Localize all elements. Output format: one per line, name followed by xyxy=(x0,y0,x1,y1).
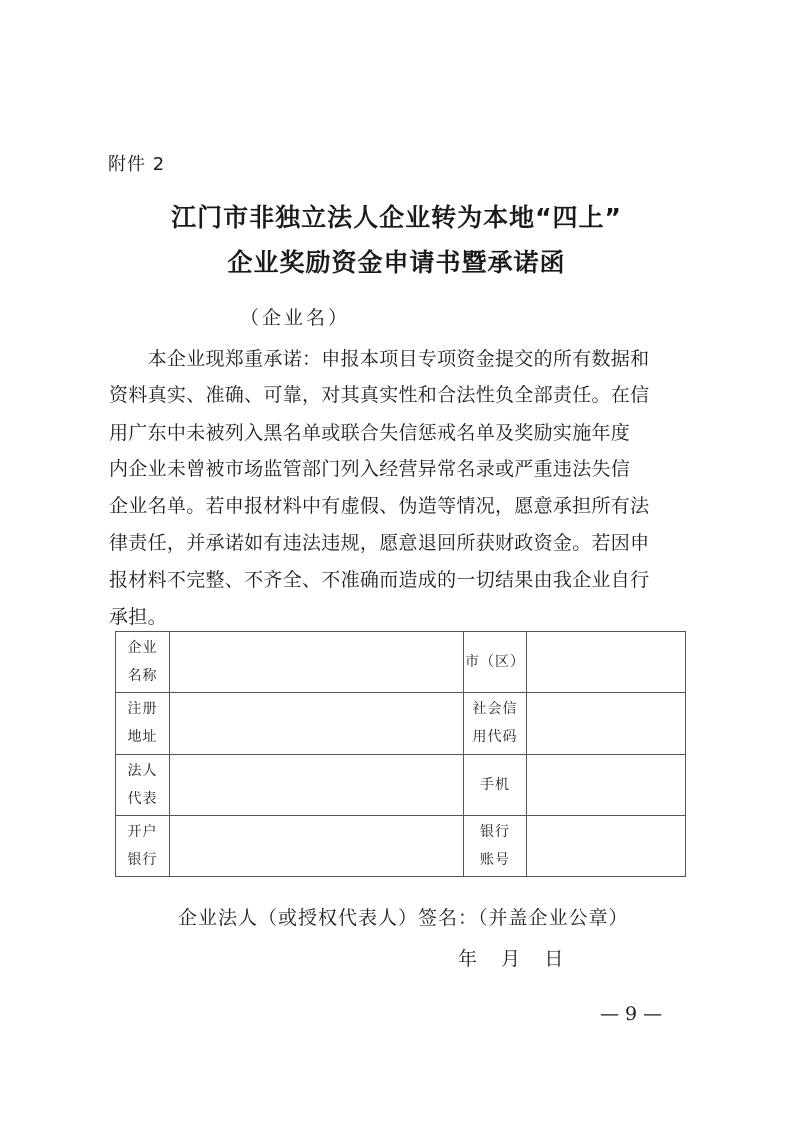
enterprise-name-field[interactable] xyxy=(170,632,464,693)
table-row xyxy=(116,693,686,754)
bank-account-label: 银行 账号 xyxy=(464,815,527,876)
page-number: — 9 — xyxy=(600,1003,663,1025)
city-district-field[interactable] xyxy=(527,632,686,693)
table-row xyxy=(116,632,686,693)
table-row xyxy=(116,815,686,876)
signature-line: 企业法人（或授权代表人）签名：（并盖企业公章） xyxy=(178,907,629,929)
commitment-line: 报材料不完整、不齐全、不准确而造成的一切结果由我企业自行 xyxy=(109,569,650,591)
registered-address-label: 注册 地址 xyxy=(116,693,170,754)
bank-account-field[interactable] xyxy=(527,815,686,876)
bank-field[interactable] xyxy=(170,815,464,876)
date-line: 年 月 日 xyxy=(458,948,564,970)
legal-representative-label: 法人 代表 xyxy=(116,754,170,815)
mobile-label: 手机 xyxy=(464,754,527,815)
table-row xyxy=(116,754,686,815)
document-title-line-1: 江门市非独立法人企业转为本地“四上” xyxy=(171,203,622,232)
commitment-line: 企业名单。若申报材料中有虚假、伪造等情况，愿意承担所有法 xyxy=(109,495,650,517)
mobile-field[interactable] xyxy=(527,754,686,815)
registered-address-field[interactable] xyxy=(170,693,464,754)
commitment-line: 用广东中未被列入黑名单或联合失信惩戒名单及奖励实施年度 xyxy=(109,422,631,444)
bank-label: 开户 银行 xyxy=(116,815,170,876)
enterprise-info-table xyxy=(115,631,686,877)
legal-representative-field[interactable] xyxy=(170,754,464,815)
city-district-label: 市（区） xyxy=(464,632,527,693)
commitment-line: 承担。 xyxy=(109,606,167,628)
commitment-line: 本企业现郑重承诺：申报本项目专项资金提交的所有数据和 xyxy=(109,348,650,370)
social-credit-code-field[interactable] xyxy=(527,693,686,754)
attachment-label: 附件 2 xyxy=(108,154,166,175)
commitment-line: 资料真实、准确、可靠，对其真实性和合法性负全部责任。在信 xyxy=(109,384,650,406)
document-title-line-2: 企业奖励资金申请书暨承诺函 xyxy=(227,248,566,277)
commitment-line: 律责任，并承诺如有违法违规，愿意退回所获财政资金。若因申 xyxy=(109,532,650,554)
company-name-placeholder: （企业名） xyxy=(240,307,351,329)
enterprise-name-label: 企业 名称 xyxy=(116,632,170,693)
commitment-line: 内企业未曾被市场监管部门列入经营异常名录或严重违法失信 xyxy=(109,458,631,480)
social-credit-code-label: 社会信 用代码 xyxy=(464,693,527,754)
